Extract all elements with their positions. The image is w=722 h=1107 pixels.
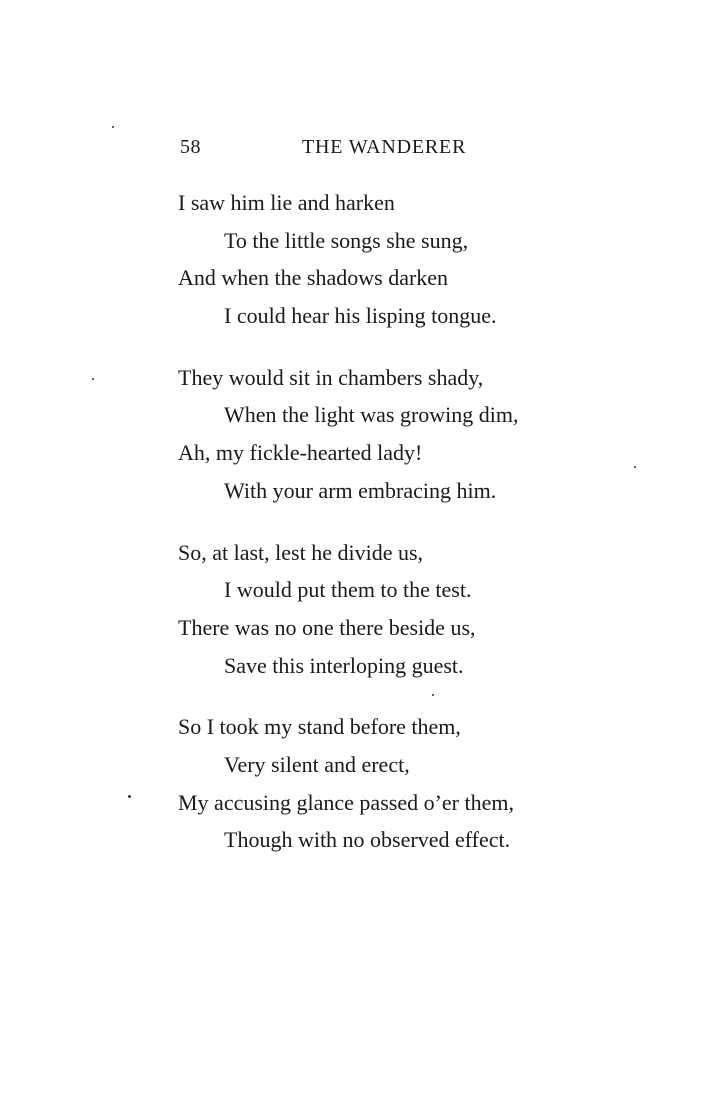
poem-line: There was no one there beside us, — [178, 614, 476, 640]
scan-speck — [92, 378, 94, 380]
poem-line: When the light was growing dim, — [224, 402, 519, 428]
stanza-1 — [178, 184, 678, 335]
scan-speck — [112, 126, 114, 128]
poem-line: So I took my stand before them, — [178, 714, 461, 740]
poem-line: I could hear his lisping tongue. — [224, 303, 497, 329]
poem-line: Ah, my fickle-hearted lady! — [178, 440, 423, 466]
stanza-4 — [178, 708, 678, 859]
poem-line: Very silent and erect, — [224, 751, 410, 777]
page-header — [180, 136, 500, 164]
scan-speck — [432, 694, 434, 696]
stanza-3 — [178, 534, 678, 685]
scan-speck — [634, 466, 636, 468]
poem-line: So, at last, lest he divide us, — [178, 539, 424, 565]
poem-line: Though with no observed effect. — [224, 827, 511, 853]
poem-line: Save this interloping guest. — [224, 652, 464, 678]
poem-line: My accusing glance passed o’er them, — [178, 789, 514, 815]
poem-line: I would put them to the test. — [224, 577, 472, 603]
running-title: THE WANDERER — [302, 136, 467, 158]
scan-speck — [128, 795, 131, 798]
poem — [178, 184, 678, 883]
page-number: 58 — [180, 136, 201, 158]
poem-line: With your arm embracing him. — [224, 477, 497, 503]
poem-line: To the little songs she sung, — [224, 227, 469, 253]
poem-line: I saw him lie and harken — [178, 190, 395, 215]
poem-line: They would sit in chambers shady, — [178, 364, 484, 390]
poem-line: And when the shadows darken — [178, 265, 449, 291]
stanza-2 — [178, 359, 678, 510]
